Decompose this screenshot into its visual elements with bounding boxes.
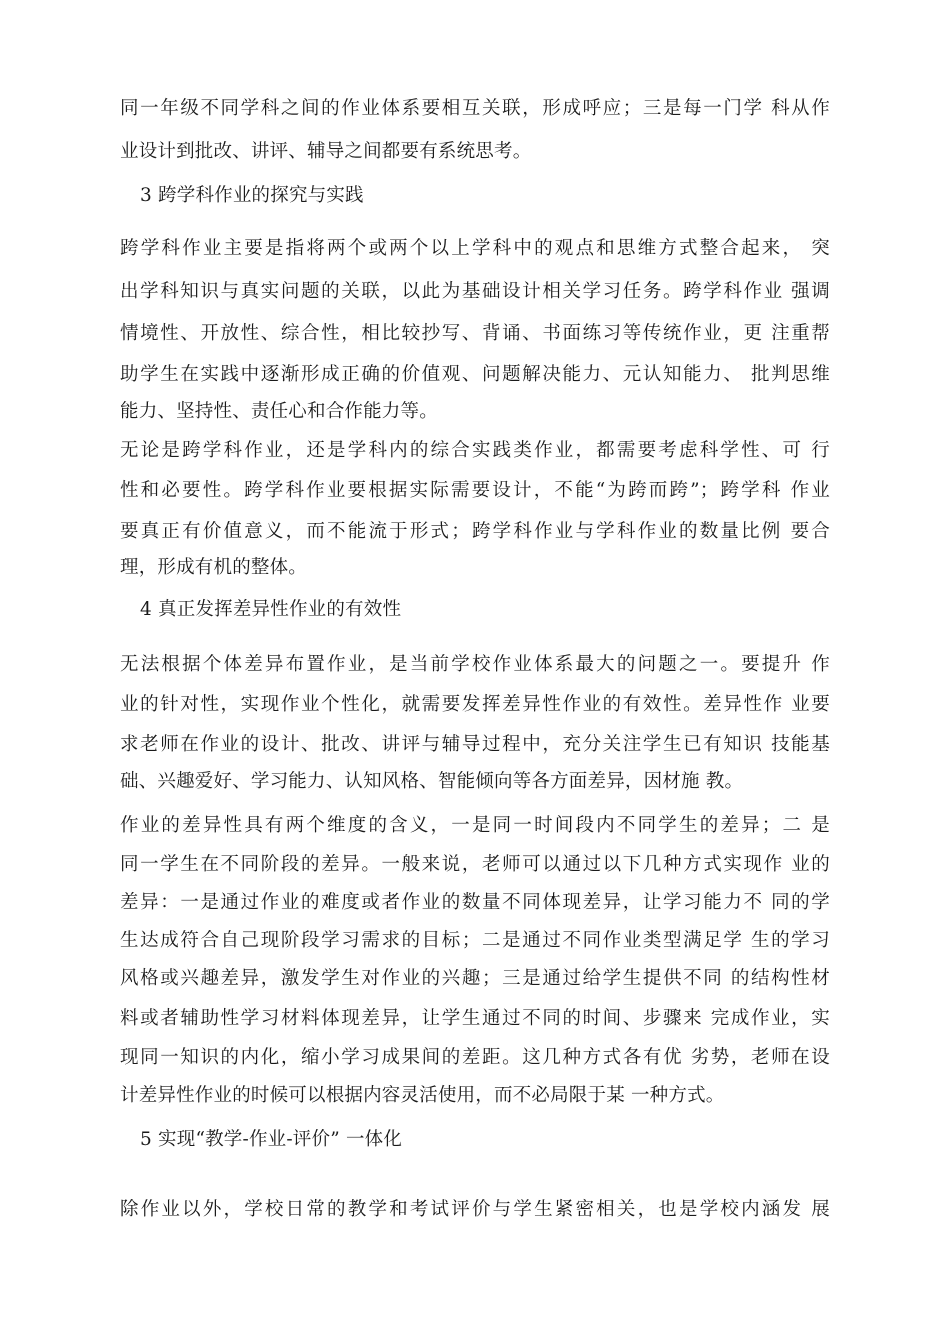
paragraph-line: 现同一知识的内化，缩小学习成果间的差距。这几种方式各有优 劣势，老师在设 bbox=[120, 1047, 830, 1068]
paragraph-line: 作业的差异性具有两个维度的含义，一是同一时间段内不同学生的差异；二 是 bbox=[120, 815, 830, 836]
paragraph-line: 业的针对性，实现作业个性化，就需要发挥差异性作业的有效性。差异性作 业要 bbox=[120, 694, 830, 715]
paragraph-line: 差异：一是通过作业的难度或者作业的数量不同体现差异，让学习能力不 同的学 bbox=[120, 892, 830, 913]
paragraph-line: 求老师在作业的设计、批改、讲评与辅导过程中，充分关注学生已有知识 技能基 bbox=[120, 734, 830, 755]
section-heading-5: 5 实现“教学-作业-评价” 一体化 bbox=[140, 1129, 403, 1150]
paragraph-line: 业设计到批改、讲评、辅导之间都要有系统思考。 bbox=[120, 141, 532, 162]
paragraph-line: 能力、坚持性、责任心和合作能力等。 bbox=[120, 401, 438, 422]
section-heading-3: 3 跨学科作业的探究与实践 bbox=[140, 185, 364, 206]
paragraph-line: 情境性、开放性、综合性，相比较抄写、背诵、书面练习等传统作业，更 注重帮 bbox=[120, 323, 830, 344]
paragraph-line: 要真正有价值意义，而不能流于形式；跨学科作业与学科作业的数量比例 要合 bbox=[120, 521, 830, 542]
paragraph-line: 除作业以外，学校日常的教学和考试评价与学生紧密相关，也是学校内涵发 展 bbox=[120, 1199, 830, 1220]
paragraph-line: 跨学科作业主要是指将两个或两个以上学科中的观点和思维方式整合起来， 突 bbox=[120, 238, 830, 259]
paragraph-line: 础、兴趣爱好、学习能力、认知风格、智能倾向等各方面差异，因材施 教。 bbox=[120, 771, 744, 792]
paragraph-line: 计差异性作业的时候可以根据内容灵活使用，而不必局限于某 一种方式。 bbox=[120, 1085, 725, 1106]
paragraph-line: 同一年级不同学科之间的作业体系要相互关联，形成呼应；三是每一门学 科从作 bbox=[120, 98, 830, 119]
section-heading-4: 4 真正发挥差异性作业的有效性 bbox=[140, 599, 402, 620]
paragraph-line: 无法根据个体差异布置作业，是当前学校作业体系最大的问题之一。要提升 作 bbox=[120, 654, 830, 675]
paragraph-line: 理，形成有机的整体。 bbox=[120, 557, 308, 578]
paragraph-line: 同一学生在不同阶段的差异。一般来说，老师可以通过以下几种方式实现作 业的 bbox=[120, 854, 830, 875]
paragraph-line: 助学生在实践中逐渐形成正确的价值观、问题解决能力、元认知能力、 批判思维 bbox=[120, 364, 830, 385]
paragraph-line: 料或者辅助性学习材料体现差异，让学生通过不同的时间、步骤来 完成作业，实 bbox=[120, 1008, 830, 1029]
paragraph-line: 性和必要性。跨学科作业要根据实际需要设计，不能“为跨而跨”；跨学科 作业 bbox=[120, 480, 830, 501]
paragraph-line: 无论是跨学科作业，还是学科内的综合实践类作业，都需要考虑科学性、可 行 bbox=[120, 440, 830, 461]
paragraph-line: 生达成符合自己现阶段学习需求的目标；二是通过不同作业类型满足学 生的学习 bbox=[120, 930, 830, 951]
paragraph-line: 出学科知识与真实问题的关联，以此为基础设计相关学习任务。跨学科作业 强调 bbox=[120, 281, 830, 302]
paragraph-line: 风格或兴趣差异，激发学生对作业的兴趣；三是通过给学生提供不同 的结构性材 bbox=[120, 968, 830, 989]
